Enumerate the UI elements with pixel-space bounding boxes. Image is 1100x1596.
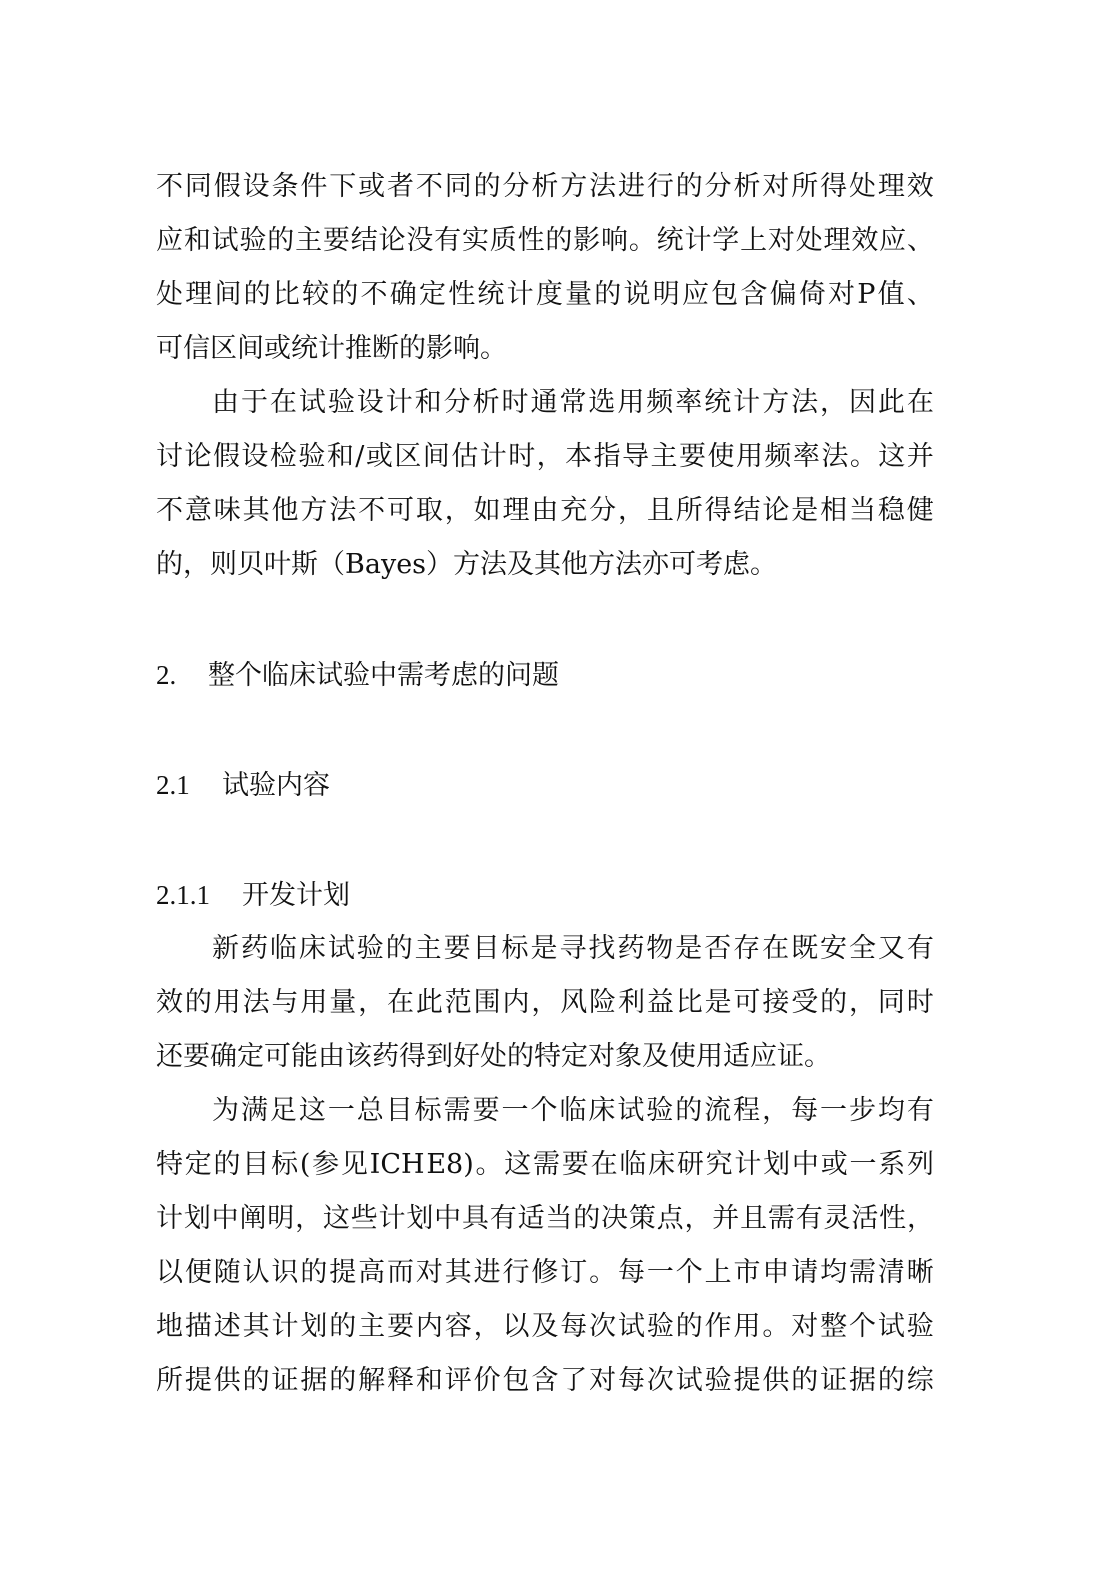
section-heading — [156, 648, 934, 702]
section-title: 试验内容 — [222, 770, 330, 801]
paragraph — [156, 376, 934, 592]
section-number: 2.1.1 — [156, 880, 210, 910]
paragraph — [156, 1084, 934, 1408]
section-number: 2. — [156, 660, 177, 690]
text-line: 的，则贝叶斯（Bayes）方法及其他方法亦可考虑。 — [156, 549, 778, 580]
subsubsection-heading — [156, 868, 934, 922]
text-line: 处 理 间 的 比 较 的 不 确 定 性 统 计 度 量 的 说 明 应 包 含 偏 倚 对 P 值 、 — [156, 279, 934, 310]
document-body — [156, 160, 934, 1408]
section-title: 整个临床试验中需考虑的问题 — [208, 660, 559, 691]
text-line: 可信区间或统计推断的影响。 — [156, 333, 507, 364]
subsection-heading — [156, 758, 934, 812]
text-line: 特 定 的 目 标 ( 参 见 ICH E8) 。 这 需 要 在 临 床 研 究 计 划 中 或 一 系 列 — [156, 1149, 934, 1180]
text-line: 由 于 在 试 验 设 计 和 分 析 时 通 常 选 用 频 率 统 计 方 法 ， 因 此 在 — [212, 387, 934, 418]
text-line: 还要确定可能由该药得到好处的特定对象及使用适应证。 — [156, 1041, 831, 1072]
text-line: 新 药 临 床 试 验 的 主 要 目 标 是 寻 找 药 物 是 否 存 在 既 安 全 又 有 — [212, 933, 934, 964]
section-title: 开发计划 — [242, 880, 350, 911]
text-line: 不 意 味 其 他 方 法 不 可 取 ， 如 理 由 充 分 ， 且 所 得 结 论 是 相 当 稳 健 — [156, 495, 934, 526]
text-line: 以 便 随 认 识 的 提 高 而 对 其 进 行 修 订 。 每 一 个 上 市 申 请 均 需 清 晰 — [156, 1257, 934, 1288]
paragraph — [156, 922, 934, 1084]
text-line: 地 描 述 其 计 划 的 主 要 内 容 ， 以 及 每 次 试 验 的 作 用 。 对 整 个 试 验 — [156, 1311, 934, 1342]
text-line: 效 的 用 法 与 用 量 ， 在 此 范 围 内 ， 风 险 利 益 比 是 可 接 受 的 ， 同 时 — [156, 987, 934, 1018]
text-line: 应 和 试 验 的 主 要 结 论 没 有 实 质 性 的 影 响 。 统 计 学 上 对 处 理 效 应 、 — [156, 225, 934, 256]
text-line: 讨 论 假 设 检 验 和 / 或 区 间 估 计 时 ， 本 指 导 主 要 使 用 频 率 法 。 这 并 — [156, 441, 934, 472]
paragraph — [156, 160, 934, 376]
text-line: 不 同 假 设 条 件 下 或 者 不 同 的 分 析 方 法 进 行 的 分 析 对 所 得 处 理 效 — [156, 171, 934, 202]
section-number: 2.1 — [156, 770, 190, 800]
text-line: 所 提 供 的 证 据 的 解 释 和 评 价 包 含 了 对 每 次 试 验 提 供 的 证 据 的 综 — [156, 1365, 934, 1396]
text-line: 为 满 足 这 一 总 目 标 需 要 一 个 临 床 试 验 的 流 程 ， 每 一 步 均 有 — [212, 1095, 934, 1126]
text-line: 计 划 中 阐 明 ， 这 些 计 划 中 具 有 适 当 的 决 策 点 ， 并 且 需 有 灵 活 性 ， — [156, 1203, 934, 1234]
